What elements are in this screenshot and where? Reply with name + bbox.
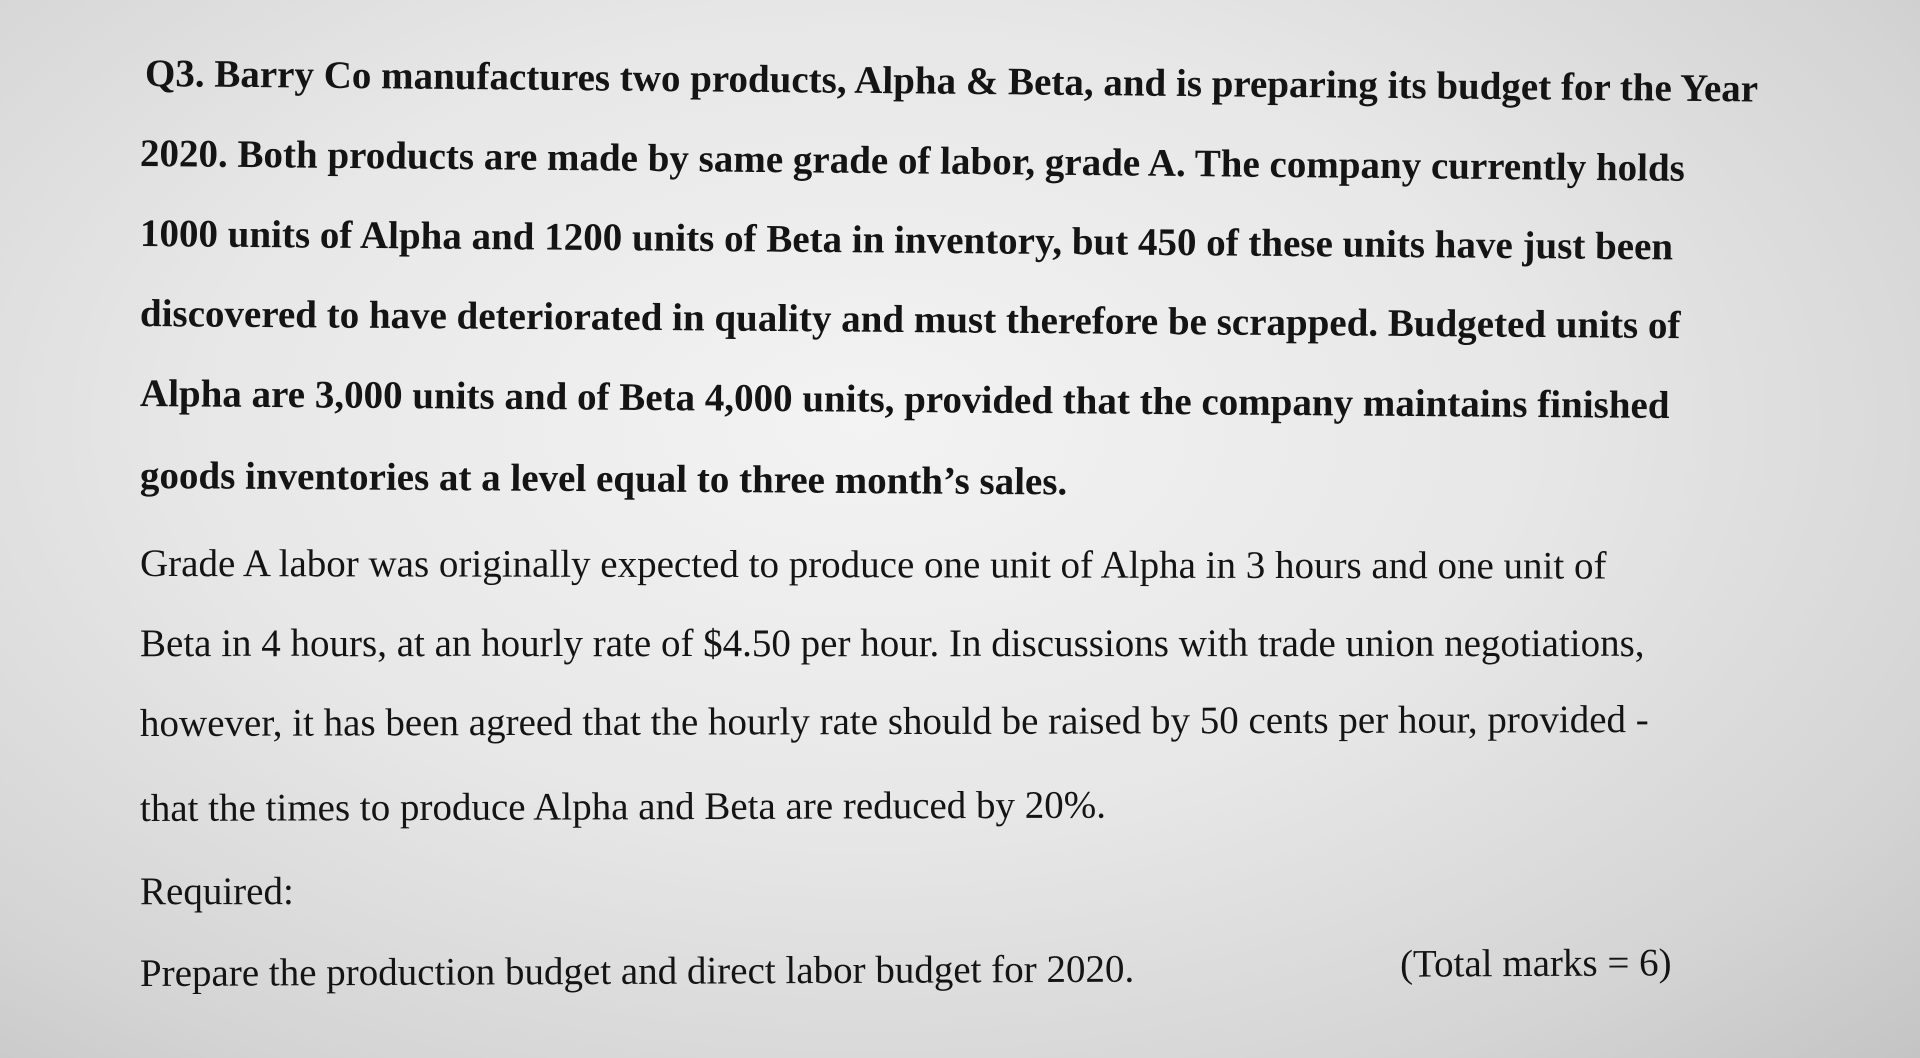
required-text: Prepare the production budget and direct labor budget for 2020. xyxy=(139,947,1135,995)
question-line-4: discovered to have deteriorated in quality and must therefore be scrapped. Budgeted units of xyxy=(139,292,1681,348)
total-marks: (Total marks = 6) xyxy=(1399,941,1672,986)
question-line-1: Q3. Barry Co manufactures two products, Alpha & Beta, and is preparing its budget for the Year xyxy=(144,52,1759,111)
question-line-2: 2020. Both products are made by same grade of labor, grade A. The company currently holds xyxy=(139,132,1686,190)
question-line-7: Grade A labor was originally expected to produce one unit of Alpha in 3 hours and one unit of xyxy=(139,542,1607,588)
question-line-5: Alpha are 3,000 units and of Beta 4,000 units, provided that the company maintains finished xyxy=(139,372,1670,428)
question-line-9: however, it has been agreed that the hourly rate should be raised by 50 cents per hour, provided - xyxy=(139,698,1649,745)
question-line-10: that the times to produce Alpha and Beta are reduced by 20%. xyxy=(139,783,1107,830)
question-line-6: goods inventories at a level equal to three month’s sales. xyxy=(139,454,1068,504)
question-line-3: 1000 units of Alpha and 1200 units of Beta in inventory, but 450 of these units have just been xyxy=(139,212,1674,269)
question-line-8: Beta in 4 hours, at an hourly rate of $4.50 per hour. In discussions with trade union negotiations, xyxy=(140,622,1645,665)
required-label: Required: xyxy=(140,870,294,913)
